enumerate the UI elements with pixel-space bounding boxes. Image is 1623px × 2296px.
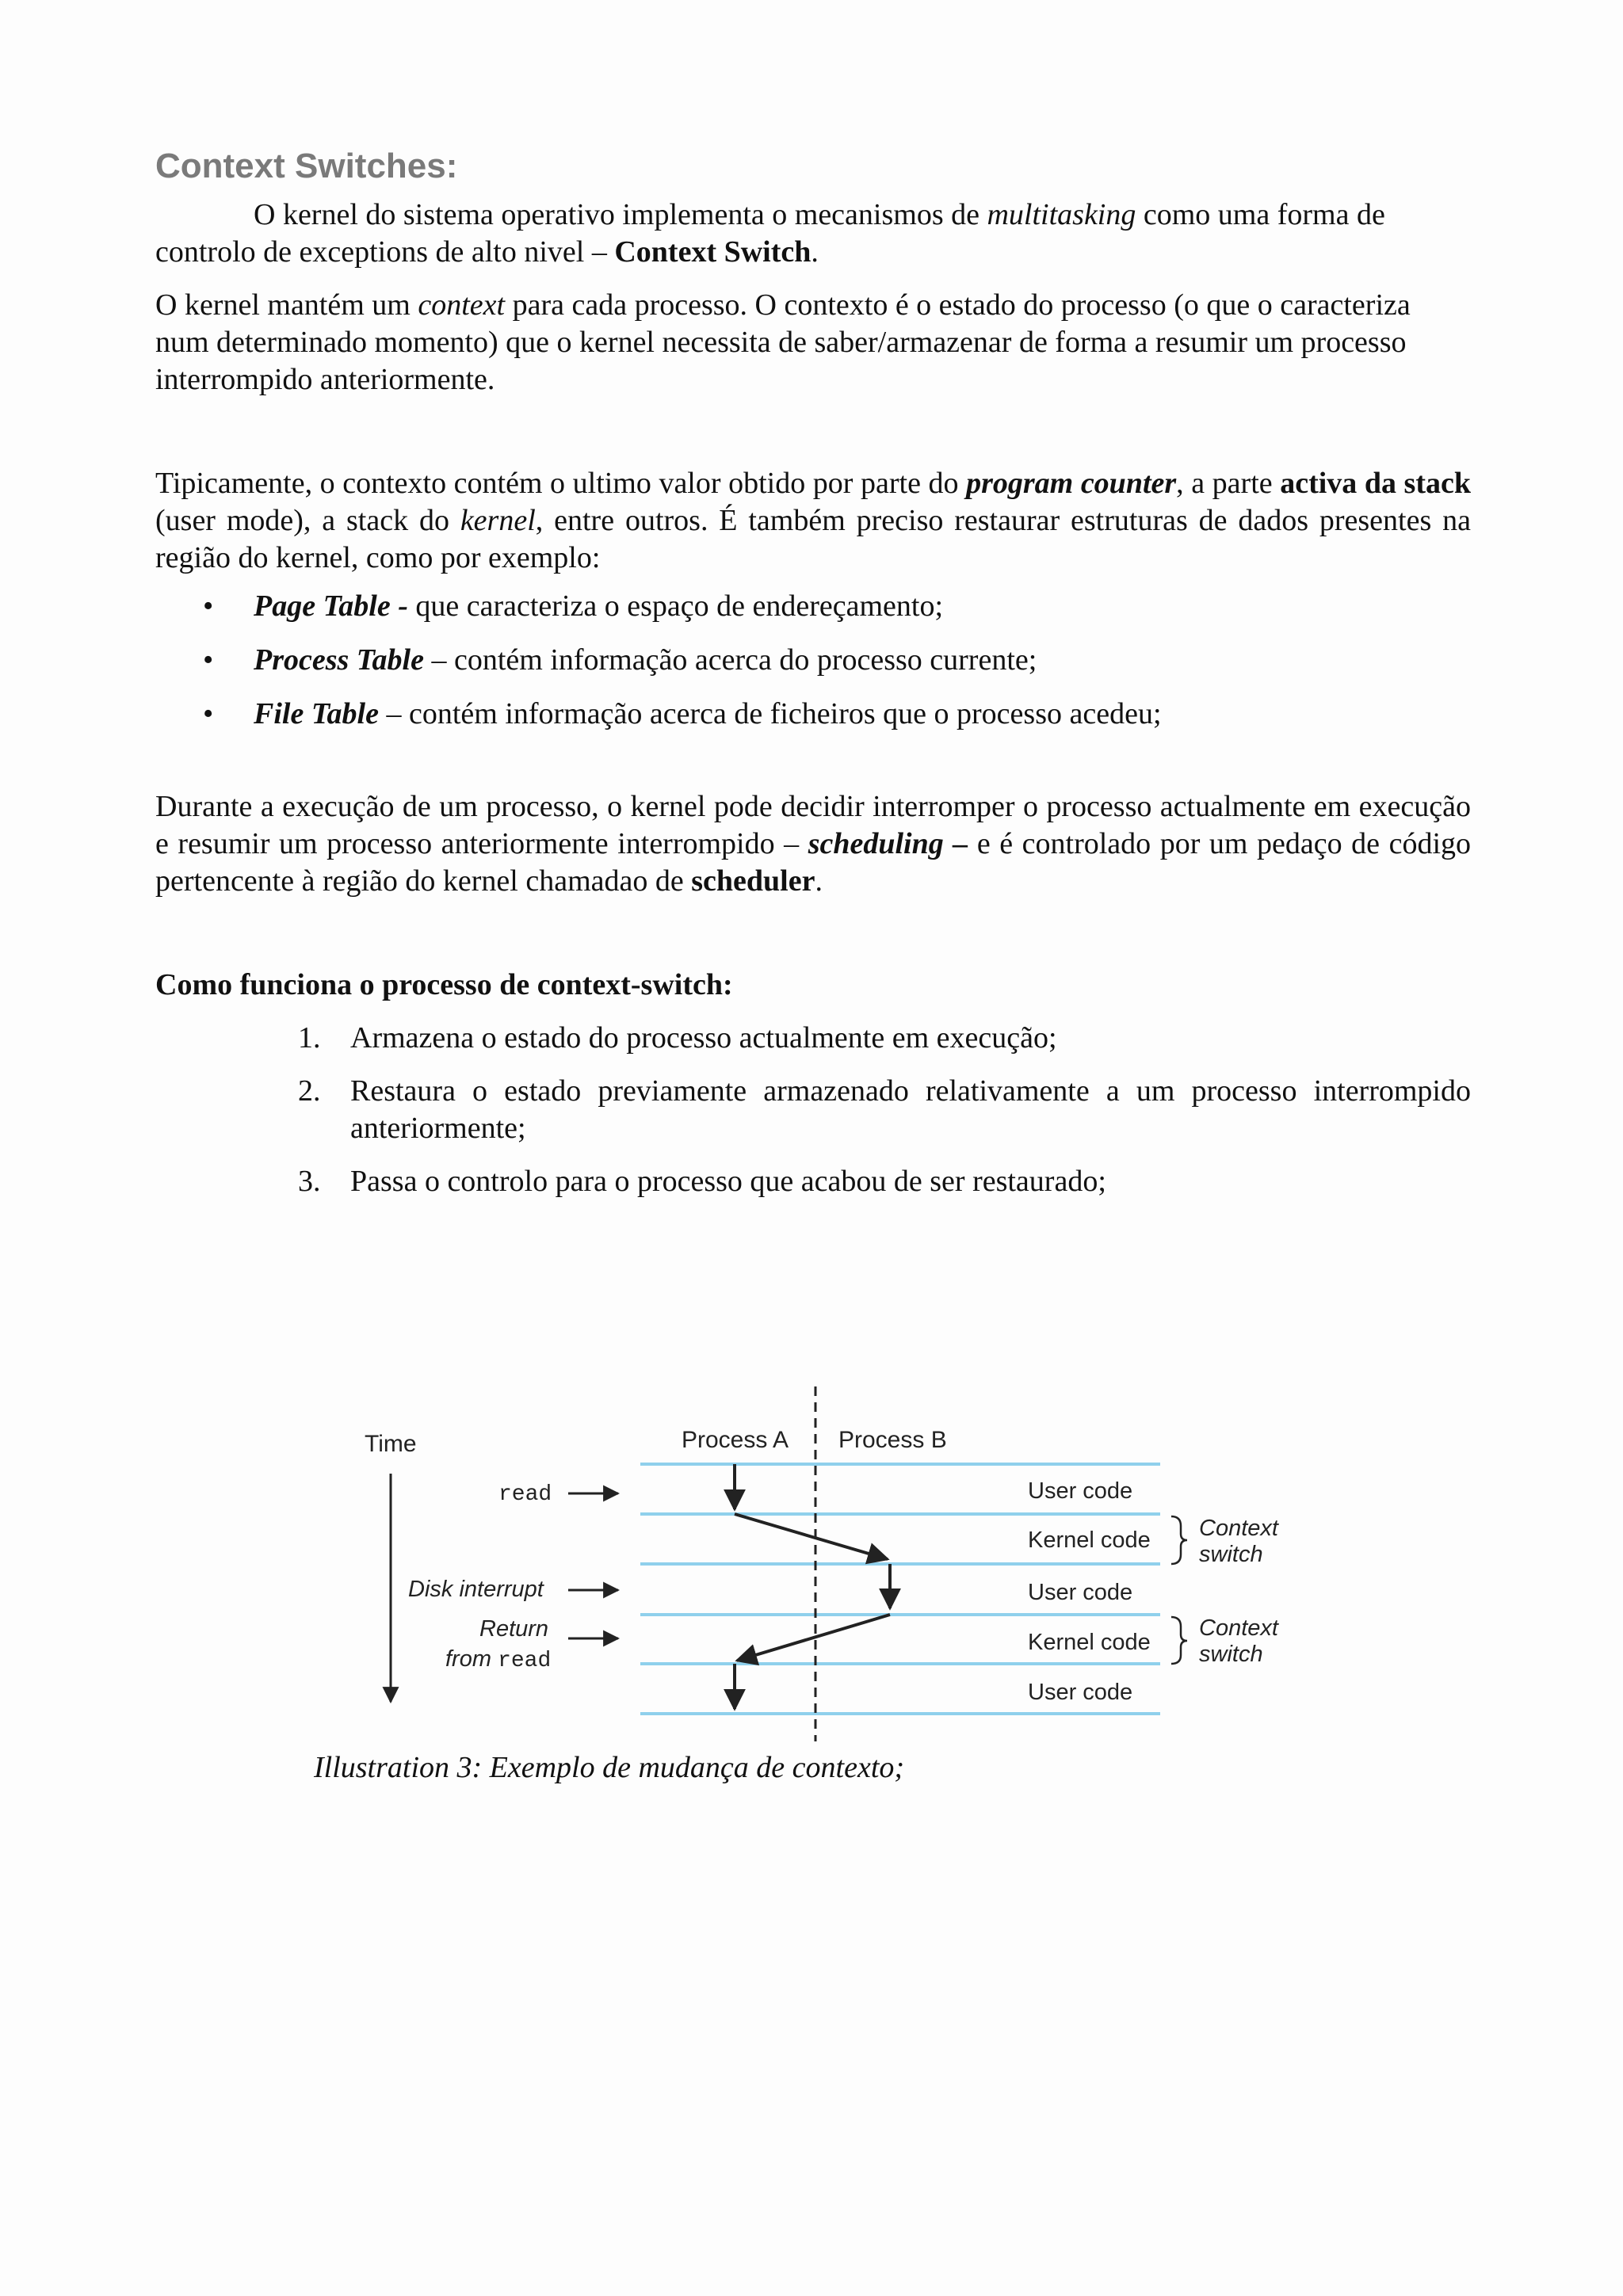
- return-read-text: read: [498, 1649, 552, 1673]
- list-text: – contém informação acerca do processo currente;: [423, 643, 1037, 677]
- return-from-text: from: [445, 1646, 498, 1672]
- list-text: que caracteriza o espaço de endereçamento;: [407, 589, 944, 624]
- context-switch-label: Context: [1199, 1516, 1278, 1541]
- context-switch-label: Context: [1199, 1615, 1278, 1641]
- brace-icon: [1171, 1516, 1187, 1564]
- flow-arrow: [735, 1514, 888, 1559]
- context-switch-steps: [155, 1020, 1471, 1200]
- event-read-label: read: [498, 1482, 552, 1507]
- text-run: , a parte: [1176, 467, 1281, 501]
- step-number: 1.: [298, 1021, 321, 1055]
- text-run: O kernel mantém um: [155, 288, 418, 322]
- list-item: [155, 642, 1471, 679]
- text-run: Durante a execução de um processo, o kernel pode decidir interromper o processo actualmente em execução e resumir um processo anteriormente interrompido –: [155, 790, 1471, 861]
- bold-italic-term: scheduling –: [808, 827, 968, 861]
- process-b-label: Process B: [838, 1427, 947, 1453]
- italic-term: kernel: [460, 504, 536, 538]
- bold-heading: Como funciona o processo de context-switch:: [155, 968, 733, 1002]
- step-number: 3.: [298, 1165, 321, 1199]
- list-text: – contém informação acerca de ficheiros que o processo acedeu;: [378, 697, 1162, 731]
- time-label: Time: [365, 1431, 417, 1457]
- document-page: [155, 147, 1471, 1216]
- list-item: [155, 588, 1471, 625]
- row-label-user-code: User code: [1028, 1478, 1133, 1504]
- context-switch-diagram: [349, 1386, 1300, 1751]
- event-return-from-label: [445, 1646, 551, 1673]
- row-label-kernel-code: Kernel code: [1028, 1527, 1151, 1553]
- paragraph-multitasking: [155, 196, 1471, 271]
- row-label-user-code: User code: [1028, 1580, 1133, 1605]
- brace-icon: [1171, 1617, 1187, 1664]
- event-disk-interrupt-label: Disk interrupt: [408, 1577, 544, 1602]
- context-switch-label: switch: [1199, 1642, 1263, 1667]
- paragraph-scheduling: [155, 788, 1471, 900]
- text-run: (user mode), a stack do: [155, 504, 460, 538]
- italic-term: multitasking: [987, 198, 1136, 232]
- text-run: como uma forma de controlo de exceptions de alto nivel –: [155, 198, 1385, 269]
- italic-term: context: [418, 288, 506, 322]
- step-text: Armazena o estado do processo actualmente em execução;: [350, 1021, 1057, 1055]
- list-term: Page Table -: [254, 589, 408, 624]
- event-return-label: Return: [479, 1616, 549, 1642]
- process-a-label: Process A: [682, 1427, 789, 1453]
- flow-arrow: [737, 1615, 890, 1661]
- list-item: [155, 1163, 1471, 1200]
- list-item: [155, 696, 1471, 733]
- list-item: [155, 1073, 1471, 1147]
- step-text: Restaura o estado previamente armazenado relativamente a um processo interrompido anteriormente;: [350, 1074, 1471, 1146]
- text-run: Tipicamente, o contexto contém o ultimo valor obtido por parte do: [155, 467, 967, 501]
- paragraph-context-contents: [155, 465, 1471, 577]
- section-heading: Context Switches:: [155, 147, 458, 185]
- text-run: .: [811, 235, 819, 269]
- row-label-kernel-code: Kernel code: [1028, 1630, 1151, 1655]
- text-run: .: [815, 864, 823, 898]
- text-run: e é controlado por um pedaço de código pertencente à região do kernel chamadao de: [155, 827, 1471, 898]
- text-run: para cada processo. O contexto é o estado do processo (o que o caracteriza num determinado momento) que o kernel necessita de saber/armazenar de forma a resumir um processo interrompido anteriormente.: [155, 288, 1411, 397]
- bullet-marker: •: [203, 697, 214, 731]
- list-item: [155, 1020, 1471, 1057]
- bold-term: scheduler: [691, 864, 815, 898]
- bullet-marker: •: [203, 643, 214, 677]
- kernel-structures-list: [155, 588, 1471, 733]
- step-text: Passa o controlo para o processo que acabou de ser restaurado;: [350, 1165, 1106, 1199]
- steps-title: [155, 967, 1471, 1004]
- step-number: 2.: [298, 1074, 321, 1108]
- text-run: , entre outros. É também preciso restaurar estruturas de dados presentes na região do kernel, como por exemplo:: [155, 504, 1471, 575]
- row-label-user-code: User code: [1028, 1680, 1133, 1705]
- list-term: File Table: [254, 697, 379, 731]
- context-switch-figure: [349, 1386, 1300, 1751]
- bold-term: activa da stack: [1280, 467, 1472, 501]
- figure-caption: Illustration 3: Exemplo de mudança de contexto;: [314, 1751, 905, 1784]
- bold-term: Context Switch: [614, 235, 812, 269]
- bullet-marker: •: [203, 589, 214, 624]
- execution-flow: [735, 1464, 890, 1709]
- paragraph-context: [155, 287, 1471, 399]
- context-switch-label: switch: [1199, 1542, 1263, 1567]
- list-term: Process Table: [254, 643, 424, 677]
- bold-italic-term: program counter: [966, 467, 1177, 501]
- text-run: O kernel do sistema operativo implementa o mecanismos de: [254, 198, 987, 232]
